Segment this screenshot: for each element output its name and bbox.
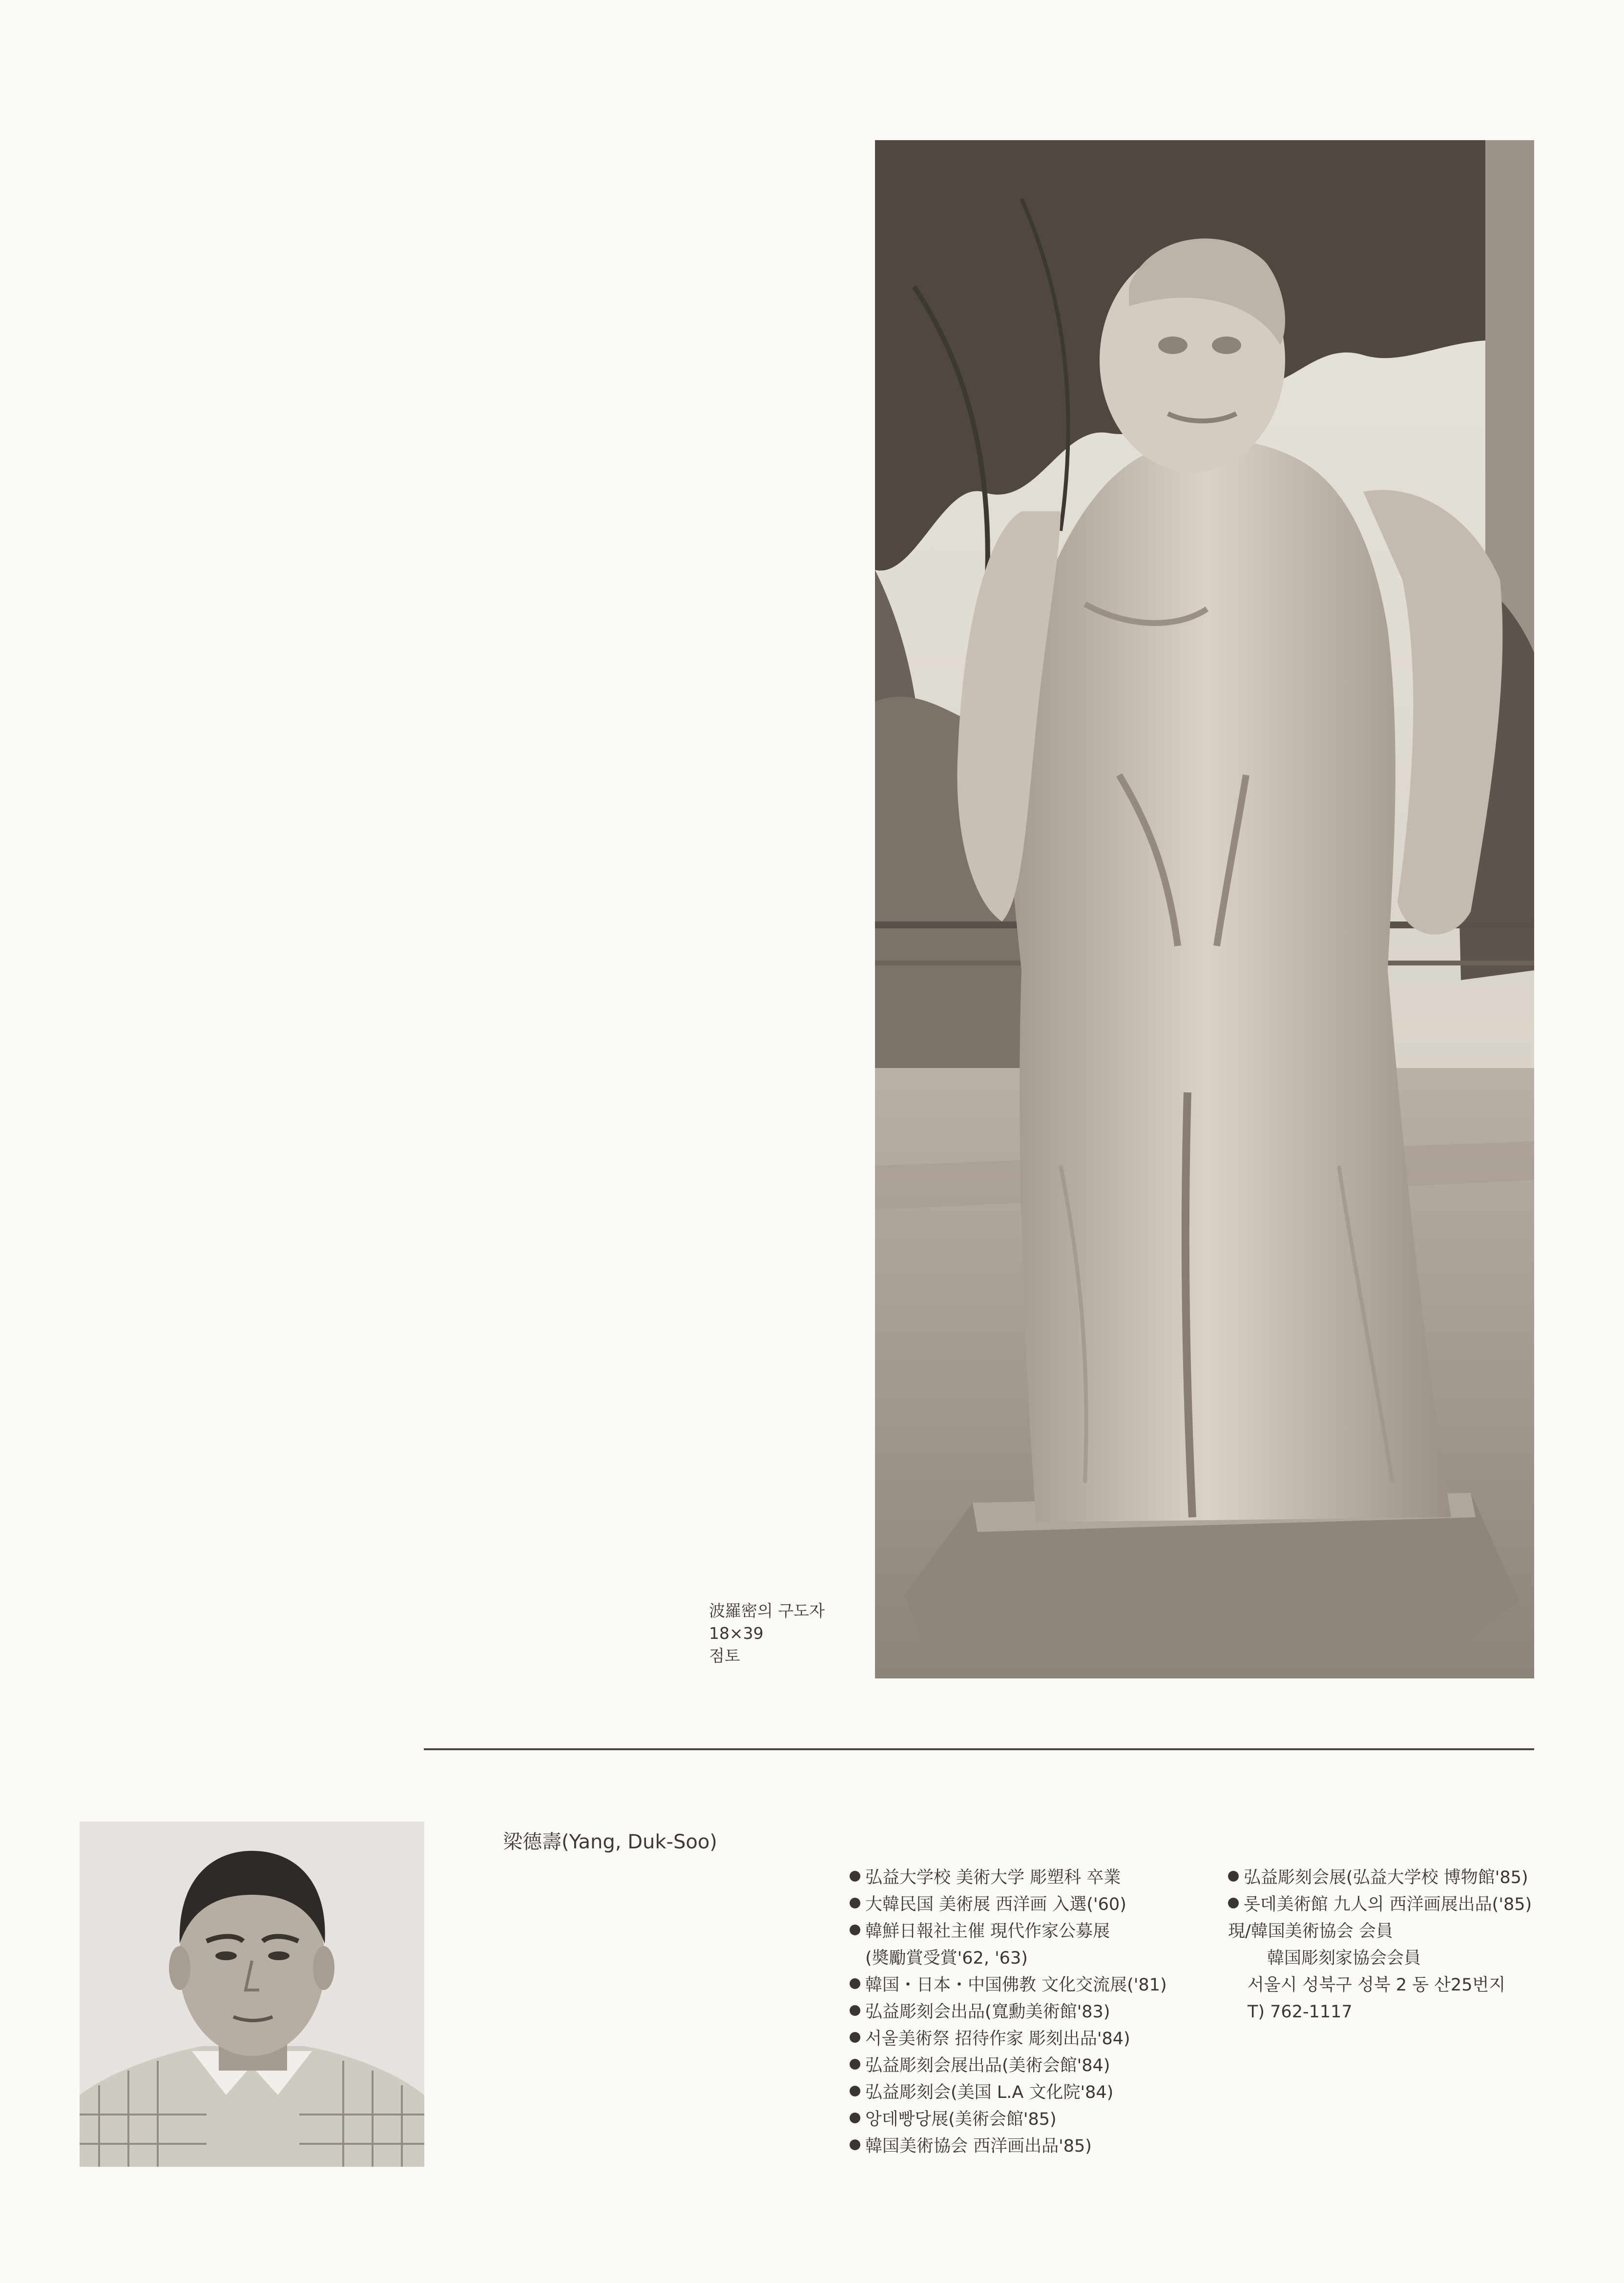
portrait-photo-icon [80, 1822, 424, 2167]
membership-continuation: 韓国彫刻家協会会員 [1267, 1948, 1421, 1968]
list-item: 롯데美術館 九人의 西洋画展出品('85) [1228, 1891, 1619, 1918]
bullet-icon [850, 1871, 860, 1882]
artist-name: 梁德壽(Yang, Duk-Soo) [503, 1831, 717, 1853]
career-list-left [850, 1864, 1230, 2160]
artwork-size: 18×39 [709, 1624, 764, 1643]
list-item: 弘益彫刻会展(弘益大学校 博物館'85) [1228, 1864, 1619, 1891]
clay-sculpture-image [875, 140, 1534, 1678]
list-item: 韓国・日本・中国佛教 文化交流展('81) [850, 1972, 1230, 1999]
bullet-icon [850, 2139, 860, 2150]
list-item: 弘益彫刻会出品(寬勳美術館'83) [850, 1999, 1230, 2026]
phone: T) 762-1117 [1248, 2002, 1353, 2022]
bullet-icon [850, 2086, 860, 2096]
bullet-icon [850, 2032, 860, 2043]
career-list-right [1228, 1864, 1619, 2026]
sculpture-photo [875, 140, 1534, 1678]
address: 서울시 성북구 성북 2 동 산25번지 [1248, 1975, 1506, 1995]
artwork-medium: 점토 [709, 1646, 740, 1665]
list-item: 弘益大学校 美術大学 彫塑科 卒業 [850, 1864, 1230, 1891]
list-item: 大韓民国 美術展 西洋画 入選('60) [850, 1891, 1230, 1918]
section-divider [424, 1748, 1534, 1750]
artist-portrait [80, 1822, 424, 2167]
list-item: 韓鮮日報社主催 現代作家公募展 [850, 1918, 1230, 1945]
list-item-continuation: (奬勵賞受賞'62, '63) [865, 1948, 1028, 1968]
bullet-icon [850, 1925, 860, 1935]
bullet-icon [850, 2005, 860, 2016]
list-item: 앙데빵당展(美術会館'85) [850, 2106, 1230, 2133]
bullet-icon [1228, 1898, 1239, 1908]
list-item: 서울美術祭 招待作家 彫刻出品'84) [850, 2026, 1230, 2053]
bullet-icon [850, 2059, 860, 2070]
bullet-icon [1228, 1871, 1239, 1882]
list-item: 弘益彫刻会(美国 L.A 文化院'84) [850, 2079, 1230, 2106]
artwork-caption [709, 1600, 865, 1667]
current-membership: 現/韓国美術協会 会員 [1228, 1922, 1393, 1941]
list-item: 韓国美術協会 西洋画出品'85) [850, 2133, 1230, 2160]
list-item: 弘益彫刻会展出品(美術会館'84) [850, 2053, 1230, 2079]
artwork-title: 波羅密의 구도자 [709, 1601, 825, 1620]
bullet-icon [850, 1978, 860, 1989]
bullet-icon [850, 2113, 860, 2123]
bullet-icon [850, 1898, 860, 1908]
